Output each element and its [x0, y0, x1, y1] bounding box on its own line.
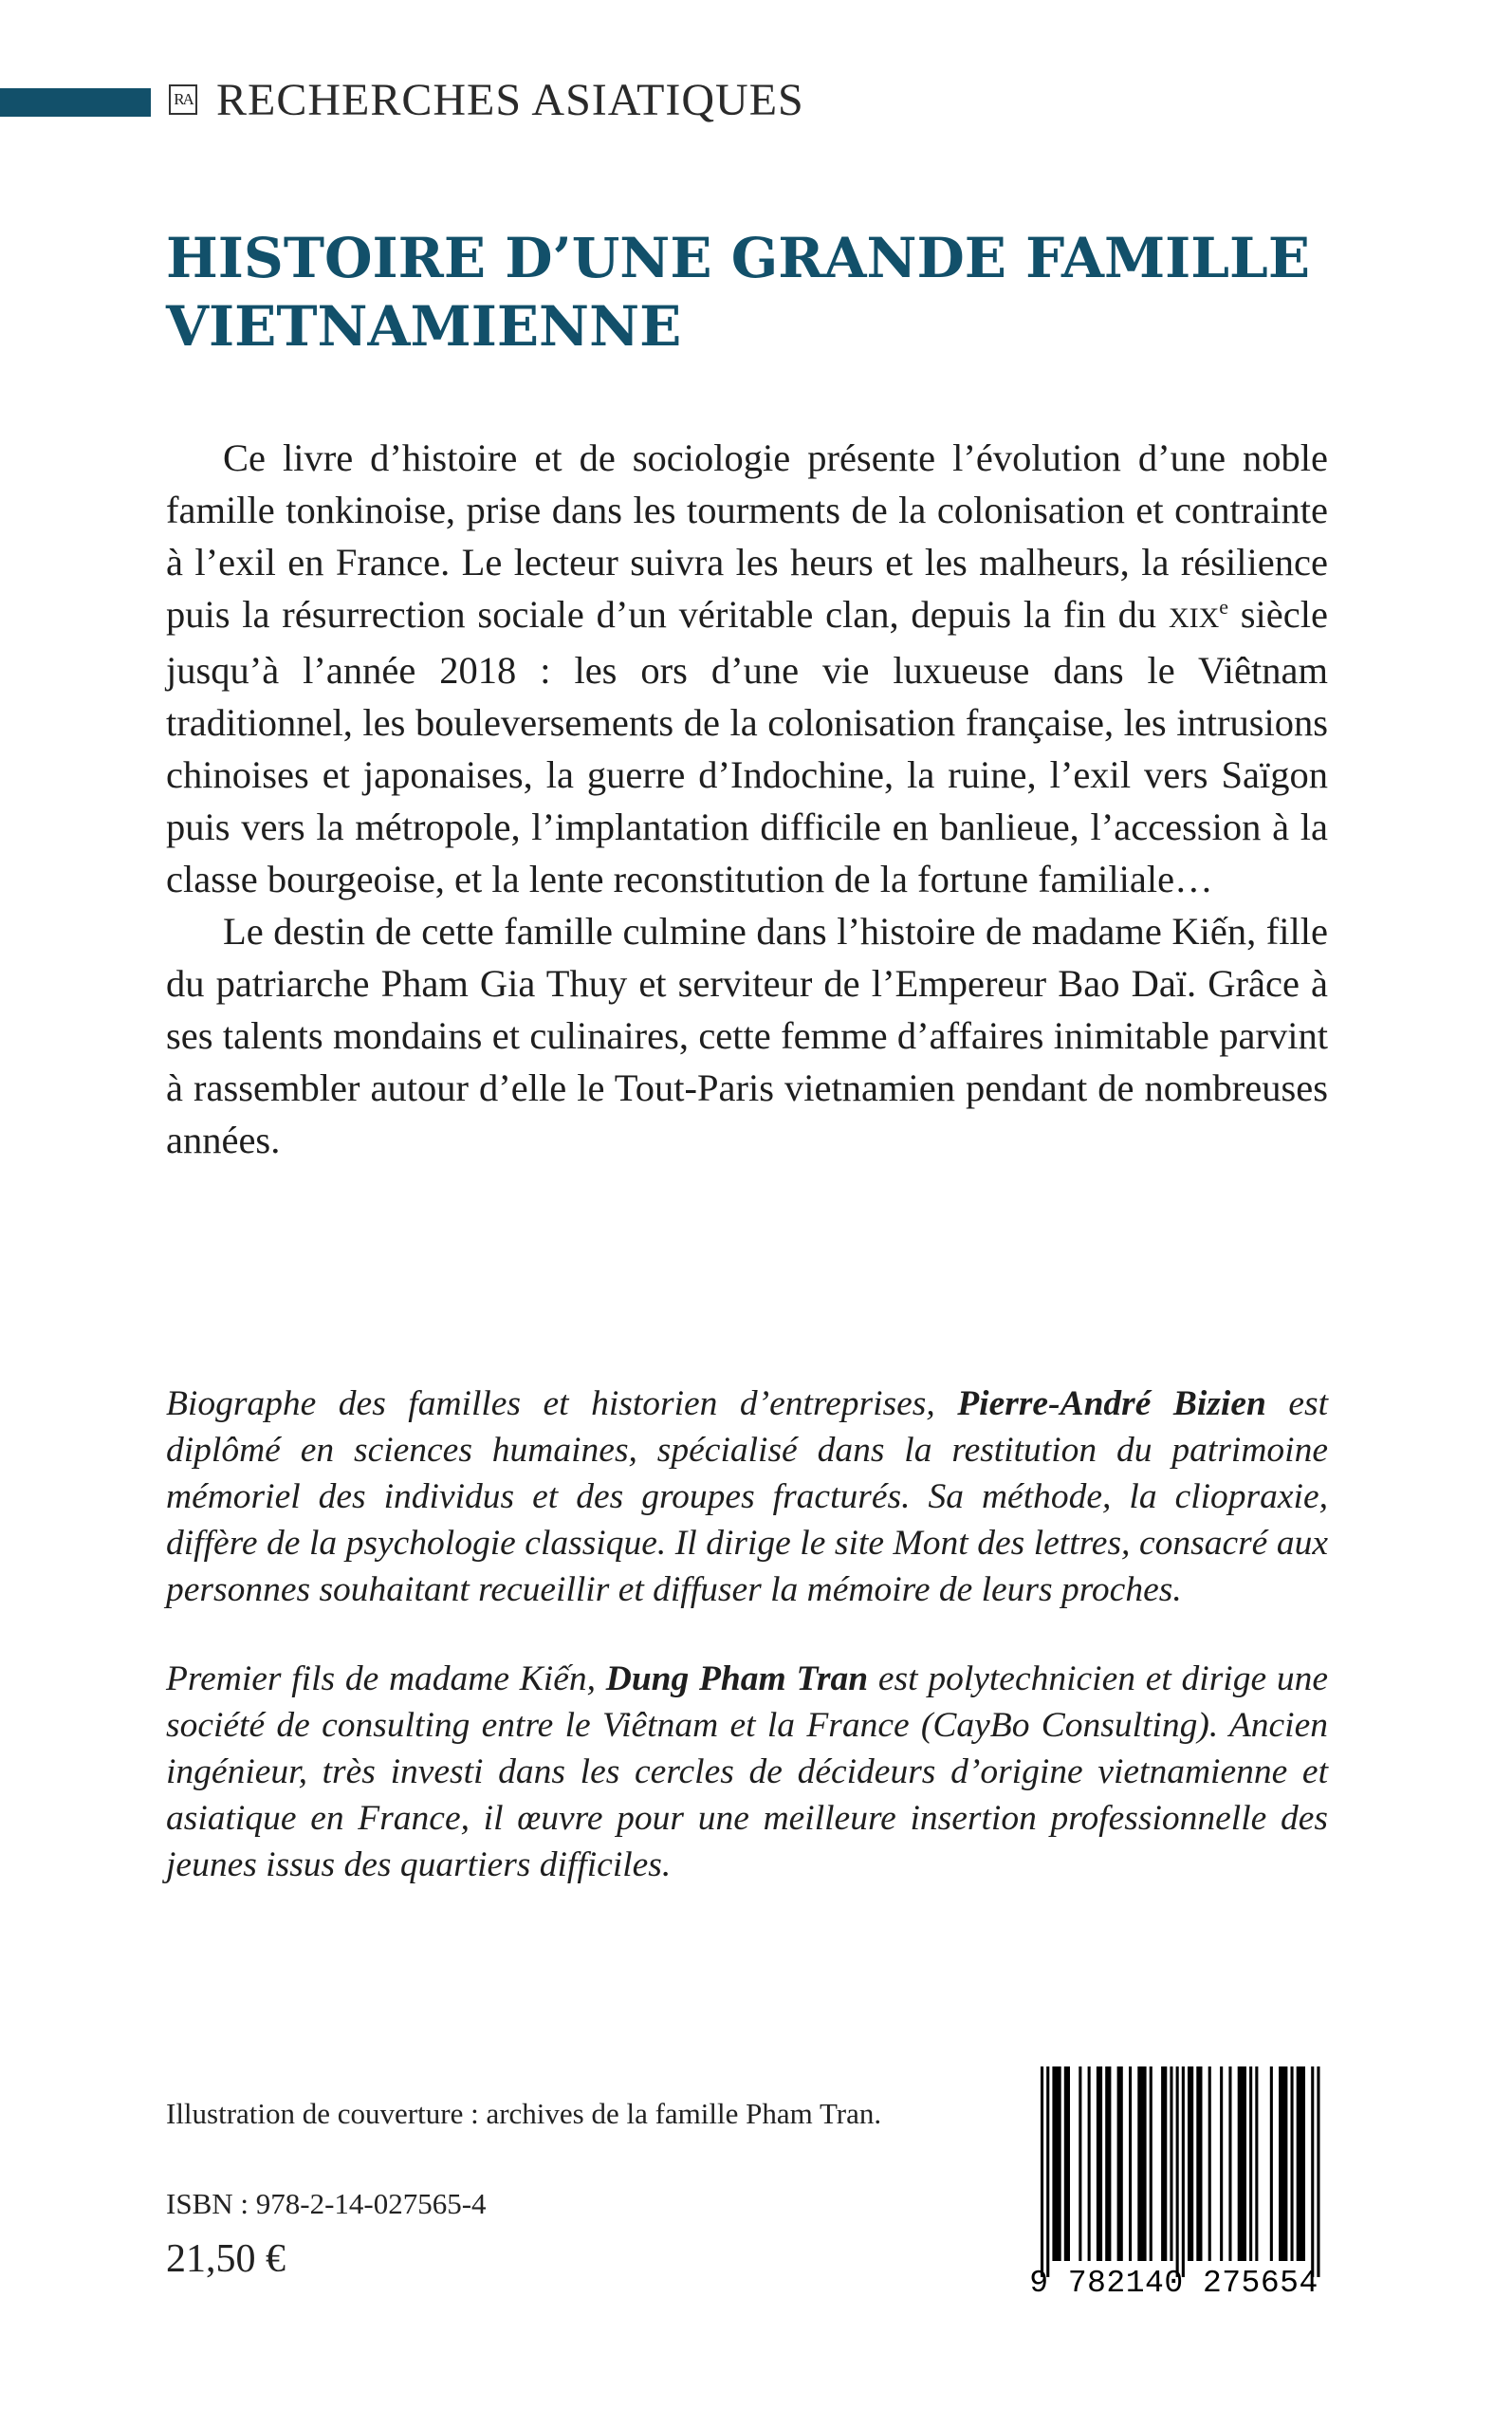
barcode-digits: 9 782140 275654 — [1029, 2266, 1318, 2301]
barcode-bar — [1150, 2066, 1152, 2261]
century-superscript: e — [1219, 595, 1229, 619]
barcode-bar — [1137, 2066, 1146, 2261]
barcode-bar — [1161, 2066, 1167, 2261]
barcode-bar — [1170, 2066, 1172, 2261]
barcode-guard-bar — [1182, 2066, 1185, 2277]
barcode-guard-bar — [1311, 2066, 1314, 2277]
barcode-bar — [1129, 2066, 1132, 2261]
description-paragraph-2: Le destin de cette famille culmine dans l’histoire de madame Kiến, fille du patriarche Pham Gia Thuy et serviteur de l’Empereur Bao Daï. Grâce à ses talents mondains et culinaires, cette femme d’affaires inimitable parvint à rassembler autour d’elle le Tout-Paris vietnamien pendant de nombreuses années. — [166, 910, 1328, 1161]
barcode-bars — [1020, 2059, 1328, 2277]
barcode-bar — [1249, 2066, 1252, 2261]
barcode-bar — [1088, 2066, 1091, 2261]
barcode-bar — [1228, 2066, 1231, 2261]
author-bio-2-intro: Premier fils de madame Kiến, — [166, 1659, 606, 1698]
barcode-bar — [1079, 2066, 1081, 2261]
description-p1-end: siècle jusqu’à l’année 2018 : les ors d’une vie luxueuse dans le Viêtnam traditionnel, les bouleversements de la colonisation française, les intrusions chinoises et japonaises, la guerre d’Indochine, la ruine, l’exil vers Saïgon puis vers la métropole, l’implantation difficile en banlieue, l’accession à la classe bourgeoise, et la lente reconstitution de la fortune familiale… — [166, 593, 1328, 900]
book-title-line1: HISTOIRE D’UNE GRANDE FAMILLE — [166, 226, 1311, 290]
barcode-bar — [1208, 2066, 1211, 2261]
barcode-guard-bar — [1176, 2066, 1179, 2277]
author-bio-1-text: est diplômé en sciences humaines, spécialisé dans la restitution du patrimoine mémoriel des individus et des groupes fracturés. Sa méthode, la cliopraxie, diffère de la psychologie classique. Il dirige le site Mont des lettres, consacré aux personnes souhaitant recueillir et diffuser la mémoire de leurs proches. — [166, 1384, 1328, 1609]
barcode-bar — [1097, 2066, 1102, 2261]
book-title — [166, 224, 1342, 361]
author-bio-2 — [166, 1656, 1328, 1888]
author-bios — [166, 1381, 1328, 1931]
book-description — [166, 432, 1328, 1166]
barcode-bar — [1117, 2066, 1123, 2261]
barcode-bar — [1064, 2066, 1070, 2261]
barcode-bar — [1188, 2066, 1193, 2261]
barcode-guard-bar — [1046, 2066, 1049, 2277]
barcode-bar — [1279, 2066, 1287, 2261]
author-name-1: Pierre-André Bizien — [957, 1384, 1266, 1423]
series-accent-bar — [0, 88, 151, 117]
century-numeral: XIX — [1168, 602, 1220, 634]
publisher-logo-icon: RA — [169, 84, 197, 115]
barcode-bar — [1270, 2066, 1273, 2261]
barcode-bar — [1052, 2066, 1060, 2261]
author-bio-1 — [166, 1381, 1328, 1613]
barcode-guard-bar — [1317, 2066, 1319, 2277]
price: 21,50 € — [166, 2237, 286, 2281]
book-title-line2: VIETNAMIENNE — [166, 294, 682, 359]
barcode-bar — [1297, 2066, 1305, 2261]
cover-credit: Illustration de couverture : archives de la famille Pham Tran. — [166, 2097, 882, 2130]
author-name-2: Dung Pham Tran — [605, 1659, 869, 1698]
barcode-bar — [1238, 2066, 1246, 2261]
isbn: ISBN : 978-2-14-027565-4 — [166, 2187, 487, 2220]
barcode-bar — [1291, 2066, 1294, 2261]
author-bio-2-text: est polytechnicien et dirige une société de consulting entre le Viêtnam et la France (CayBo Consulting). Ancien ingénieur, très investi dans les cercles de décideurs d’origine vietnamienne et asiatique en France, il œuvre pour une meilleure insertion professionnelle des jeunes issus des quartiers difficiles. — [166, 1659, 1328, 1884]
description-paragraph-1 — [166, 432, 1328, 905]
barcode-bar — [1196, 2066, 1202, 2261]
author-bio-1-intro: Biographe des familles et historien d’entreprises, — [166, 1384, 958, 1423]
description-p1-start: Ce livre d’histoire et de sociologie présente l’évolution d’une noble famille tonkinoise, prise dans les tourments de la colonisation et contrainte à l’exil en France. Le lecteur suivra les heurs et les malheurs, la résilience puis la résurrection sociale d’un véritable clan, depuis la fin du — [166, 436, 1328, 636]
barcode — [1020, 2059, 1328, 2306]
barcode-guard-bar — [1041, 2066, 1043, 2277]
barcode-bar — [1105, 2066, 1111, 2261]
barcode-bar — [1220, 2066, 1223, 2261]
series-name: RECHERCHES ASIATIQUES — [216, 75, 804, 125]
barcode-bar — [1255, 2066, 1258, 2261]
